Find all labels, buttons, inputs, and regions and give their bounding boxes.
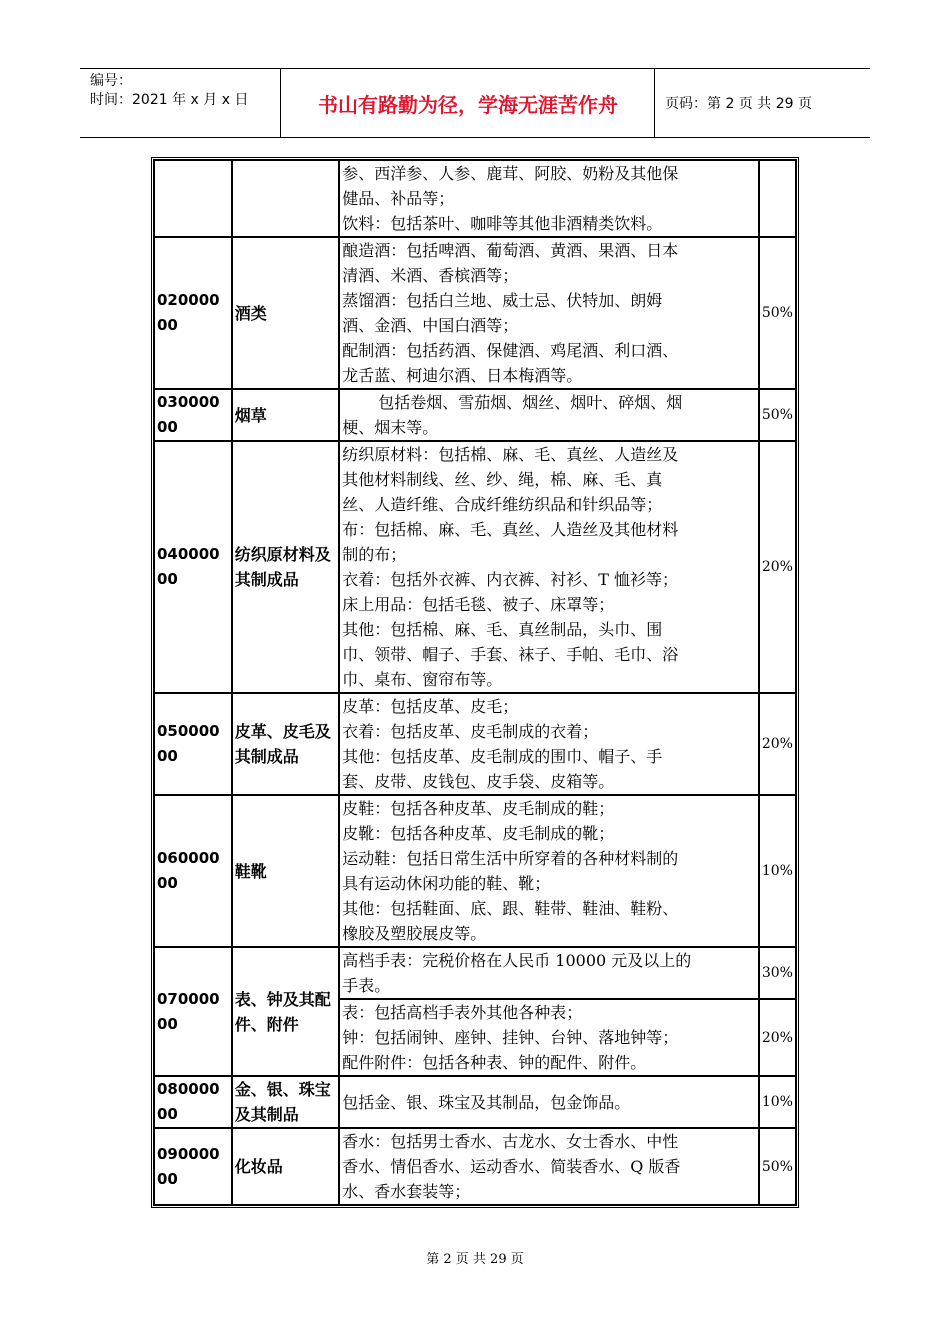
description-line: 巾、桌布、窗帘布等。 — [342, 670, 503, 689]
name-cell: 鞋靴 — [232, 795, 339, 947]
header-page-info: 页码：第 2 页 共 29 页 — [665, 96, 812, 112]
description-line: 龙舌蓝、柯迪尔酒、日本梅酒等。 — [342, 366, 583, 385]
table-row — [154, 1128, 796, 1205]
description-line: 香水：包括男士香水、古龙水、女士香水、中性 — [342, 1132, 679, 1151]
description-line: 皮鞋：包括各种皮革、皮毛制成的鞋； — [342, 799, 615, 818]
code-cell: 02000000 — [154, 237, 232, 389]
description-line: 包括金、银、珠宝及其制品，包金饰品。 — [342, 1092, 631, 1112]
description-cell — [339, 693, 759, 795]
description-line: 丝、人造纤维、合成纤维纺织品和针织品等； — [342, 495, 663, 514]
description-cell — [339, 441, 759, 693]
name-cell: 烟草 — [232, 389, 339, 441]
name-cell: 皮革、皮毛及其制成品 — [232, 693, 339, 795]
description-line: 巾、领带、帽子、手套、袜子、手帕、毛巾、浴 — [342, 645, 679, 664]
name-cell — [232, 160, 339, 237]
description-line: 清酒、米酒、香槟酒等； — [342, 266, 519, 285]
rate-cell: 20% — [759, 999, 796, 1076]
description-line: 橡胶及塑胶展皮等。 — [342, 924, 487, 943]
rate-cell: 10% — [759, 795, 796, 947]
description-line: 制的布； — [342, 545, 407, 564]
table-row — [154, 237, 796, 389]
description-cell — [339, 160, 759, 237]
table-row — [154, 389, 796, 441]
code-cell: 08000000 — [154, 1076, 232, 1128]
rate-cell — [759, 160, 796, 237]
name-cell: 金、银、珠宝及其制品 — [232, 1076, 339, 1128]
rate-cell: 20% — [759, 441, 796, 693]
description-cell — [339, 1128, 759, 1205]
header-motto: 书山有路勤为径，学海无涯苦作舟 — [282, 69, 655, 137]
code-cell: 06000000 — [154, 795, 232, 947]
description-line: 酿造酒：包括啤酒、葡萄酒、黄酒、果酒、日本 — [342, 241, 679, 260]
code-cell: 05000000 — [154, 693, 232, 795]
description-line: 饮料：包括茶叶、咖啡等其他非酒精类饮料。 — [342, 214, 663, 233]
description-line: 水、香水套装等； — [342, 1182, 471, 1201]
rate-cell: 10% — [759, 1076, 796, 1128]
description-line: 健品、补品等； — [342, 189, 455, 208]
description-line: 衣着：包括皮革、皮毛制成的衣着； — [342, 722, 599, 741]
description-line: 衣着：包括外衣裤、内衣裤、衬衫、T 恤衫等； — [342, 570, 678, 589]
description-line: 酒、金酒、中国白酒等； — [342, 316, 519, 335]
description-cell — [339, 795, 759, 947]
description-line: 高档手表：完税价格在人民币 10000 元及以上的 — [342, 951, 692, 970]
description-line: 布：包括棉、麻、毛、真丝、人造丝及其他材料 — [342, 520, 679, 539]
code-cell: 09000000 — [154, 1128, 232, 1205]
description-line: 床上用品：包括毛毯、被子、床罩等； — [342, 595, 615, 614]
table-row — [154, 947, 796, 999]
description-line: 钟：包括闹钟、座钟、挂钟、台钟、落地钟等； — [342, 1028, 679, 1047]
description-line: 其他材料制线、丝、纱、绳，棉、麻、毛、真 — [342, 470, 663, 489]
description-line: 套、皮带、皮钱包、皮手袋、皮箱等。 — [342, 772, 615, 791]
code-cell: 04000000 — [154, 441, 232, 693]
name-cell: 酒类 — [232, 237, 339, 389]
description-line: 运动鞋：包括日常生活中所穿着的各种材料制的 — [342, 849, 679, 868]
description-line: 具有运动休闲功能的鞋、靴； — [342, 874, 551, 893]
description-line: 其他：包括皮革、皮毛制成的围巾、帽子、手 — [342, 747, 663, 766]
header-meta — [80, 69, 281, 137]
table-row — [154, 1076, 796, 1128]
description-line: 配件附件：包括各种表、钟的配件、附件。 — [342, 1053, 647, 1072]
page-header — [80, 68, 870, 138]
description-line: 手表。 — [342, 976, 391, 995]
table-row — [154, 441, 796, 693]
description-line: 包括卷烟、雪茄烟、烟丝、烟叶、碎烟、烟 — [378, 393, 683, 412]
name-cell: 纺织原材料及其制成品 — [232, 441, 339, 693]
description-line: 其他：包括棉、麻、毛、真丝制品，头巾、围 — [342, 620, 663, 639]
code-cell: 07000000 — [154, 947, 232, 1076]
number-label: 编号： — [90, 73, 132, 89]
page-footer: 第 2 页 共 29 页 — [426, 1252, 524, 1267]
description-line: 参、西洋参、人参、鹿茸、阿胶、奶粉及其他保 — [342, 164, 679, 183]
rate-cell: 50% — [759, 237, 796, 389]
description-cell — [339, 999, 759, 1076]
table-row — [154, 795, 796, 947]
description-line: 表：包括高档手表外其他各种表； — [342, 1003, 583, 1022]
table-row — [154, 693, 796, 795]
description-line: 配制酒：包括药酒、保健酒、鸡尾酒、利口酒、 — [342, 341, 679, 360]
date-label: 时间：2021 年 x 月 x 日 — [90, 92, 249, 108]
description-line: 蒸馏酒：包括白兰地、威士忌、伏特加、朗姆 — [342, 291, 663, 310]
rate-cell: 20% — [759, 693, 796, 795]
description-cell — [339, 389, 759, 441]
code-cell — [154, 160, 232, 237]
table-row — [154, 160, 796, 237]
code-cell: 03000000 — [154, 389, 232, 441]
name-cell: 化妆品 — [232, 1128, 339, 1205]
rate-cell: 50% — [759, 1128, 796, 1205]
description-cell — [339, 237, 759, 389]
table-body — [154, 160, 796, 1205]
description-line: 纺织原材料：包括棉、麻、毛、真丝、人造丝及 — [342, 445, 679, 464]
description-line: 皮靴：包括各种皮革、皮毛制成的靴； — [342, 824, 615, 843]
description-cell — [339, 947, 759, 999]
rate-cell: 50% — [759, 389, 796, 441]
description-cell — [339, 1076, 759, 1128]
description-line: 梗、烟末等。 — [342, 418, 439, 437]
description-line: 香水、情侣香水、运动香水、简装香水、Q 版香 — [342, 1157, 681, 1176]
description-line: 皮革：包括皮革、皮毛； — [342, 697, 519, 716]
tax-category-table — [151, 157, 799, 1208]
rate-cell: 30% — [759, 947, 796, 999]
description-line: 其他：包括鞋面、底、跟、鞋带、鞋油、鞋粉、 — [342, 899, 679, 918]
name-cell: 表、钟及其配件、附件 — [232, 947, 339, 1076]
